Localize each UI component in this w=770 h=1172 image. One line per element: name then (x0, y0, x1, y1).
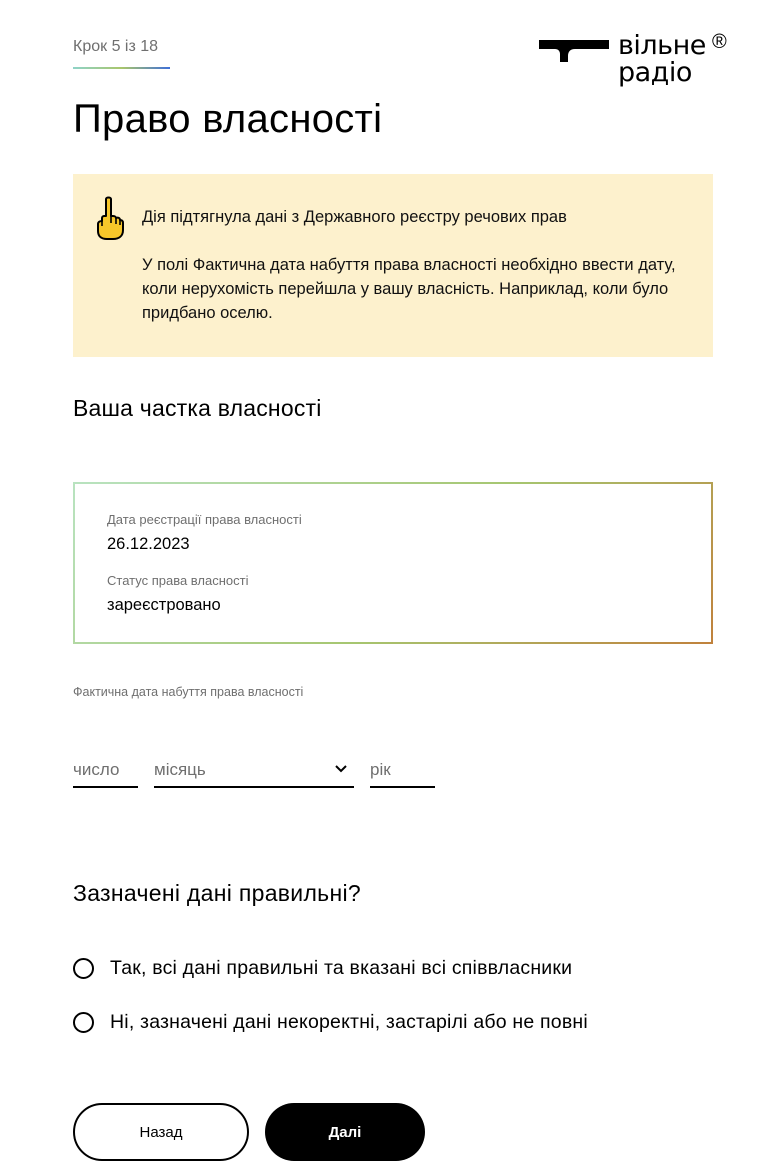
notice-lead: Дія підтягнула дані з Державного реєстру речових прав (142, 208, 567, 226)
step-progress-line (73, 67, 170, 69)
page-title: Право власності (73, 97, 383, 141)
year-field (370, 756, 435, 788)
radio-option-no-label: Ні, зазначені дані некоректні, застарілі або не повні (110, 1011, 588, 1033)
day-input[interactable] (73, 756, 138, 784)
info-notice (73, 174, 713, 357)
share-heading: Ваша частка власності (73, 395, 322, 421)
confirm-question: Зазначені дані правильні? (73, 880, 361, 906)
notice-body: У полі Фактична дата набуття права власності необхідно ввести дату, коли нерухомість перейшла у вашу власність. Наприклад, коли було придбано оселю. (142, 256, 676, 322)
radio-option-yes-label: Так, всі дані правильні та вказані всі співвласники (110, 957, 573, 979)
ownership-status-value: зареєстровано (107, 596, 221, 614)
radio-circle-icon[interactable] (73, 958, 94, 979)
registered-mark: ® (712, 31, 727, 53)
ownership-details-card (73, 482, 713, 644)
month-select-placeholder: місяць (154, 760, 206, 779)
logo-mark-icon (539, 40, 609, 62)
year-input[interactable] (370, 756, 435, 784)
pointing-hand-icon (93, 196, 125, 240)
next-button[interactable]: Далі (265, 1103, 425, 1161)
day-field (73, 756, 138, 788)
radio-option-no[interactable] (73, 1011, 588, 1034)
step-indicator (73, 38, 170, 69)
ownership-status-label: Статус права власності (107, 573, 249, 588)
registration-date-label: Дата реєстрації права власності (107, 512, 302, 527)
logo (539, 32, 739, 92)
logo-text (618, 32, 706, 86)
back-button[interactable]: Назад (73, 1103, 249, 1161)
registration-date-value: 26.12.2023 (107, 535, 190, 553)
radio-option-yes[interactable] (73, 957, 572, 980)
actual-date-label: Фактична дата набуття права власності (73, 685, 304, 699)
logo-line-1: вільне (618, 30, 706, 61)
chevron-down-icon (334, 764, 348, 774)
logo-line-2: радіо (618, 57, 692, 88)
radio-circle-icon[interactable] (73, 1012, 94, 1033)
step-counter: Крок 5 із 18 (73, 38, 159, 55)
month-select[interactable] (154, 756, 354, 788)
